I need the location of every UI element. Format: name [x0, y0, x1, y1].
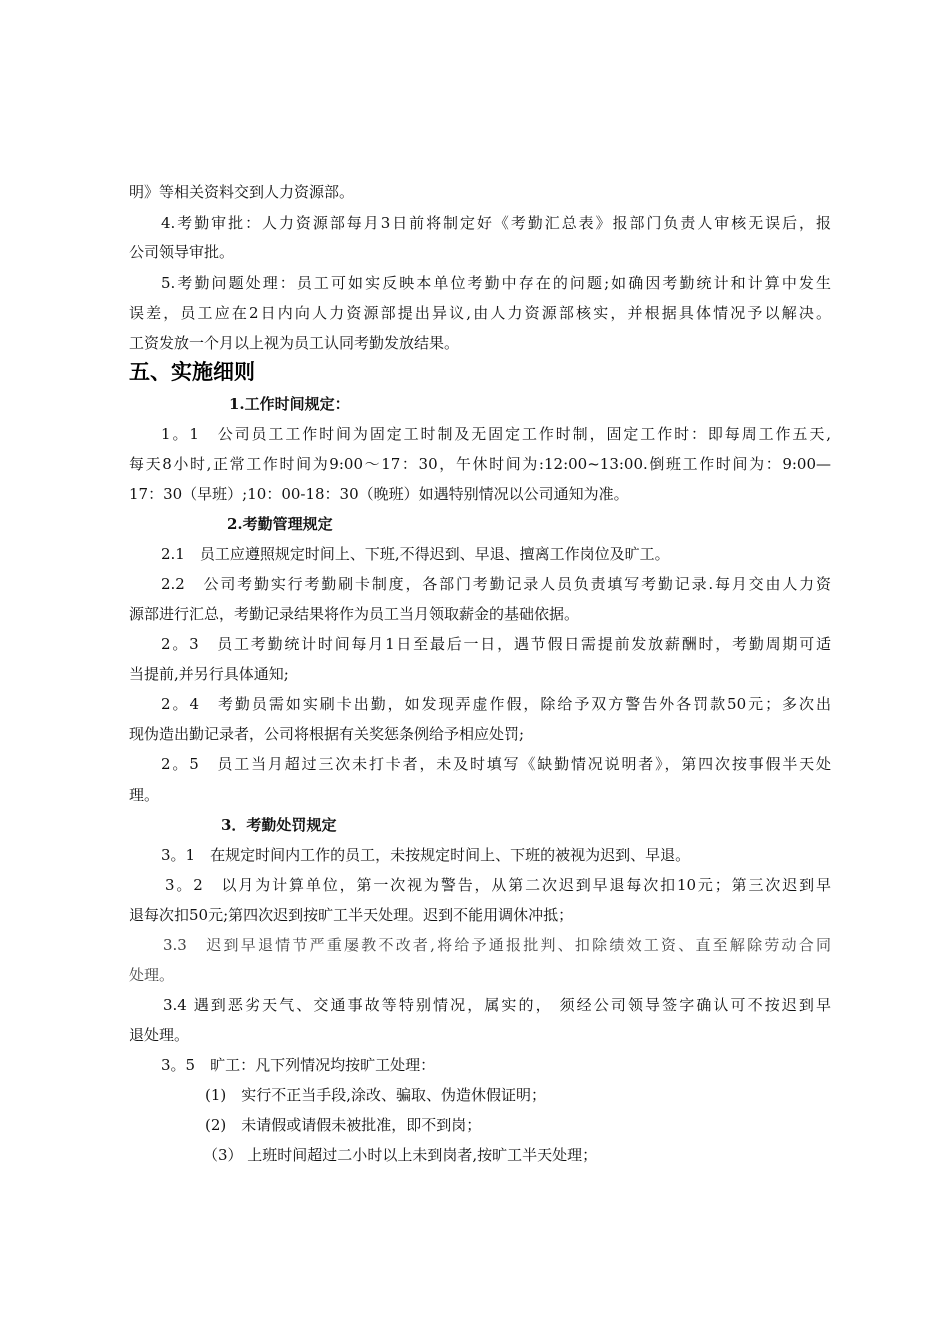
text-line: 1。1 公司员工工作时间为固定工时制及无固定工作时制，固定工作时：即每周工作五天, — [161, 425, 831, 443]
text-line: 退每次扣50元;第四次迟到按旷工半天处理。迟到不能用调休冲抵； — [129, 906, 574, 924]
text-line: 17：30（早班）;10：00-18：30（晚班）如遇特别情况以公司通知为准。 — [129, 485, 629, 503]
text-line: 3.3 迟到早退情节严重屡教不改者,将给予通报批判、扣除绩效工资、直至解除劳动合同 — [163, 936, 831, 954]
text-line: 3.4 遇到恶劣天气、交通事故等特别情况，属实的， 须经公司领导签字确认可不按迟到早 — [163, 996, 831, 1014]
subsection-heading: 2.考勤管理规定 — [227, 515, 333, 533]
text-line: 2。5 员工当月超过三次未打卡者，未及时填写《缺勤情况说明者》，第四次按事假半天处 — [161, 755, 831, 773]
text-line: 2.2 公司考勤实行考勤刷卡制度，各部门考勤记录人员负责填写考勤记录.每月交由人力资 — [161, 575, 831, 593]
text-line: 源部进行汇总，考勤记录结果将作为员工当月领取薪金的基础依据。 — [129, 605, 580, 623]
text-line: 2。4 考勤员需如实刷卡出勤，如发现弄虚作假，除给予双方警告外各罚款50元；多次出 — [161, 695, 831, 713]
text-line: 当提前,并另行具体通知; — [129, 665, 289, 683]
text-line: 理。 — [129, 786, 160, 804]
text-line: 退处理。 — [129, 1026, 190, 1044]
subsection-heading: 3．考勤处罚规定 — [221, 816, 337, 834]
text-line: 每天8小时,正常工作时间为9:00～17：30，午休时间为:12:00~13:00.倒班工作时间为：9:00— — [129, 455, 831, 473]
text-line: 现伪造出勤记录者，公司将根据有关奖惩条例给予相应处罚; — [129, 725, 525, 743]
text-line: 明》等相关资料交到人力资源部。 — [129, 183, 355, 201]
text-line: 5.考勤问题处理：员工可如实反映本单位考勤中存在的问题;如确因考勤统计和计算中发生 — [161, 274, 831, 292]
list-item: (1) 实行不正当手段,涂改、骗取、伪造休假证明； — [205, 1086, 547, 1104]
text-line: 3。5 旷工：凡下列情况均按旷工处理： — [161, 1056, 436, 1074]
text-line: 处理。 — [129, 966, 175, 984]
text-line: 2.1 员工应遵照规定时间上、下班,不得迟到、早退、擅离工作岗位及旷工。 — [161, 545, 670, 563]
list-item: （3） 上班时间超过二小时以上未到岗者,按旷工半天处理； — [203, 1146, 598, 1164]
text-line: 工资发放一个月以上视为员工认同考勤发放结果。 — [129, 334, 460, 352]
text-line: 误差，员工应在2日内向人力资源部提出异议,由人力资源部核实，并根据具体情况予以解决。 — [129, 304, 831, 322]
text-line: 3。1 在规定时间内工作的员工，未按规定时间上、下班的被视为迟到、早退。 — [161, 846, 691, 864]
text-line: 2。3 员工考勤统计时间每月1日至最后一日，遇节假日需提前发放薪酬时，考勤周期可适 — [161, 635, 831, 653]
list-item: (2) 未请假或请假未被批准，即不到岗； — [205, 1116, 482, 1134]
text-line: 公司领导审批。 — [129, 243, 235, 261]
section-heading: 五、实施细则 — [129, 360, 255, 384]
text-line: 4.考勤审批：人力资源部每月3日前将制定好《考勤汇总表》报部门负责人审核无误后，报 — [161, 214, 831, 232]
text-line: 3。2 以月为计算单位，第一次视为警告，从第二次迟到早退每次扣10元；第三次迟到早 — [165, 876, 831, 894]
subsection-heading: 1.工作时间规定： — [229, 395, 350, 413]
